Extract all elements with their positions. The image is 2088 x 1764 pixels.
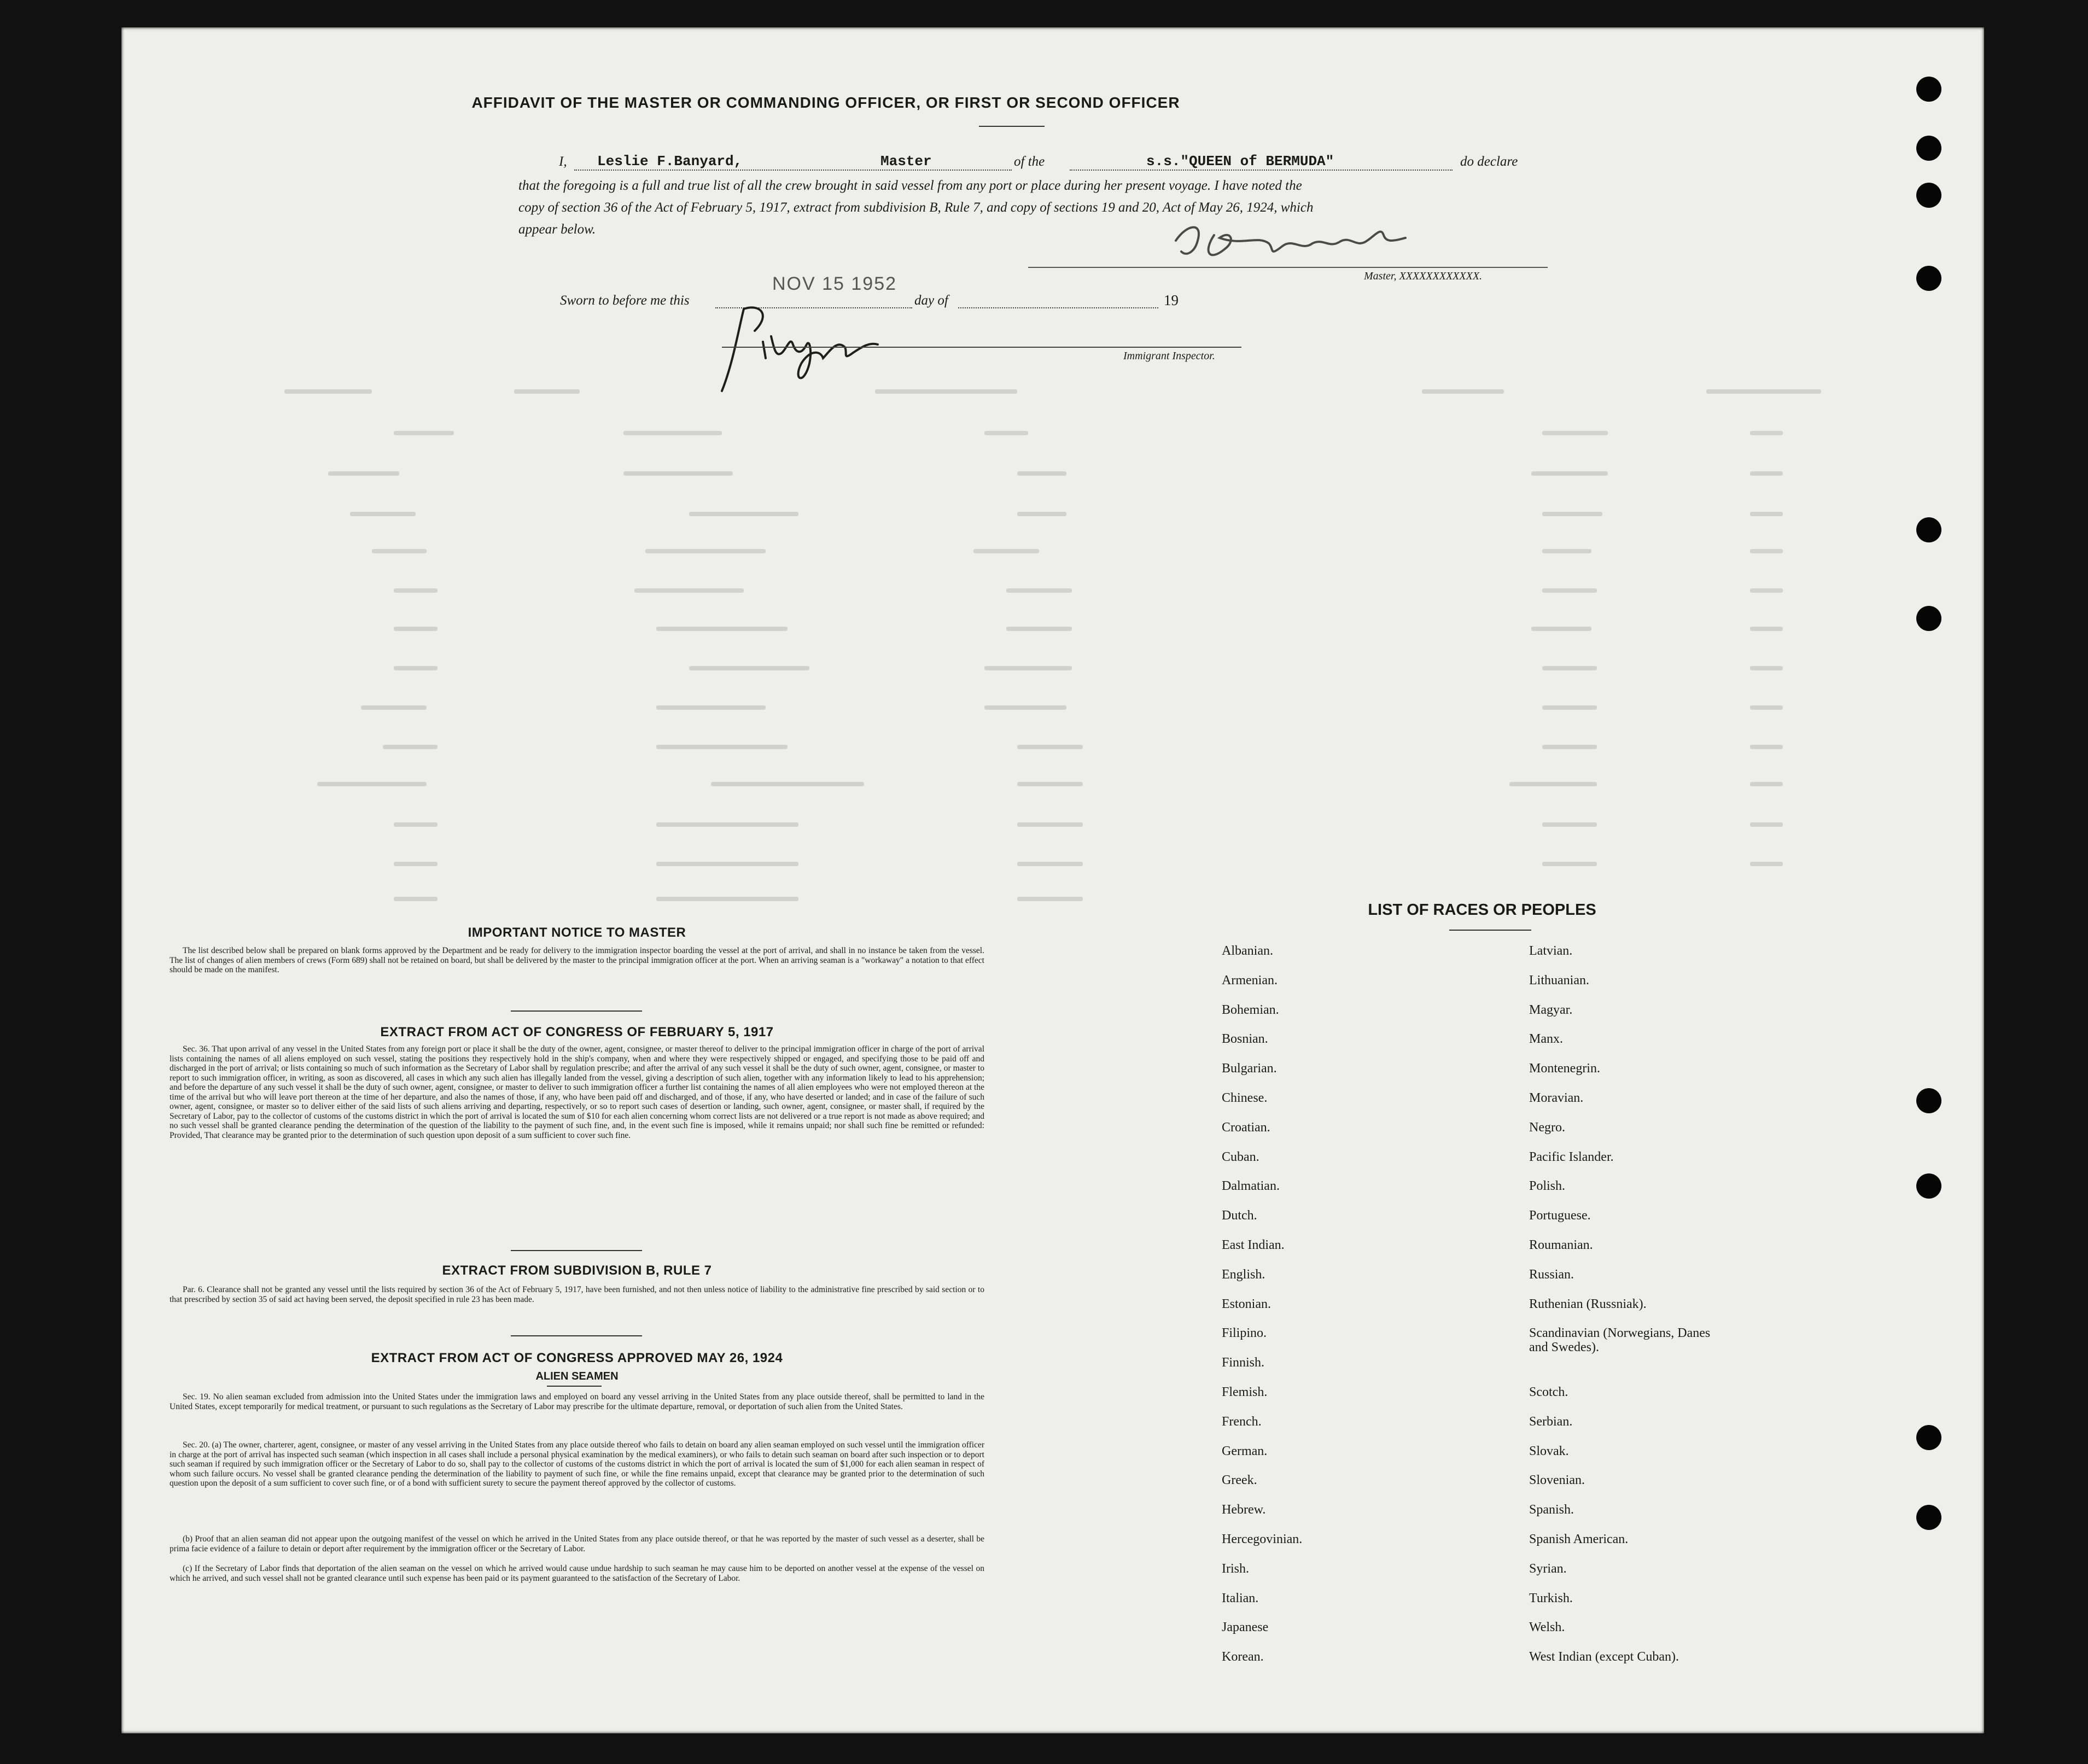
race-item: Spanish American. (1529, 1532, 1629, 1546)
races-rule (1449, 930, 1531, 931)
sworn-label: Sworn to before me this (560, 293, 690, 308)
vessel-line (1070, 170, 1453, 171)
race-item: Dalmatian. (1222, 1179, 1280, 1194)
race-item: Montenegrin. (1529, 1061, 1600, 1076)
race-item: Manx. (1529, 1032, 1563, 1047)
date-stamp: NOV 15 1952 (772, 273, 897, 294)
race-item: Estonian. (1222, 1296, 1271, 1311)
race-item: Hercegovinian. (1222, 1532, 1303, 1546)
race-item: East Indian. (1222, 1238, 1285, 1252)
race-item: Scandinavian (Norwegians, Danes and Swedes). (1529, 1326, 1711, 1355)
affidavit-pronoun: I, (559, 154, 567, 169)
race-item: Croatian. (1222, 1120, 1270, 1135)
race-item: Portuguese. (1529, 1208, 1591, 1223)
race-item: Hebrew. (1222, 1503, 1266, 1517)
race-item: Negro. (1529, 1120, 1565, 1135)
do-declare-label: do declare (1460, 154, 1518, 169)
race-item: Pacific Islander. (1529, 1149, 1614, 1164)
race-item: Lithuanian. (1529, 973, 1589, 988)
race-item: Polish. (1529, 1179, 1566, 1194)
affidavit-line-3: copy of section 36 of the Act of February 5, 1917, extract from subdivision B, Rule 7, and copy of sections 19 and 20, Act of May 26, 1924, which (518, 200, 1314, 215)
subtitle-rule (547, 1386, 602, 1387)
binder-hole (1916, 136, 1941, 161)
section-rule (511, 1010, 642, 1012)
month-line (958, 307, 1158, 308)
master-signature-line (1028, 267, 1548, 268)
race-item: Italian. (1222, 1591, 1259, 1605)
race-item: Spanish. (1529, 1503, 1574, 1517)
race-item: Moravian. (1529, 1091, 1584, 1105)
race-item: Filipino. (1222, 1326, 1267, 1341)
affidavit-line-4: appear below. (518, 222, 596, 237)
race-item: Bohemian. (1222, 1002, 1279, 1017)
race-item: French. (1222, 1414, 1262, 1429)
race-item: Slovenian. (1529, 1473, 1585, 1488)
race-item: Chinese. (1222, 1091, 1268, 1105)
binder-hole (1916, 1173, 1941, 1199)
extract-1924-subtitle: ALIEN SEAMEN (535, 1370, 619, 1382)
binder-hole (1916, 606, 1941, 631)
race-item: Turkish. (1529, 1591, 1573, 1605)
notice-title: IMPORTANT NOTICE TO MASTER (468, 925, 686, 940)
race-item: Serbian. (1529, 1414, 1573, 1429)
extract-1917-body: Sec. 36. That upon arrival of any vessel in the United States from any foreign port or place it shall be the duty of the owner, agent, consignee, or master thereof to deliver to the principal immigration officer in charge of the port of arrival lists containing the names of all aliens employed on such vessel, stating the positions they respectively hold in the ship's company, when and where they were respectively shipped or engaged, and specifying those to be paid off and discharged in the port of arrival; or lists containing so much of such information as the Secretary of Labor shall by regulation prescribe; and after the arrival of any such vessel it shall be the duty of such owner, agent, consignee, or master to report to such immigration officer, in writing, as soon as discovered, all cases in which any such alien has illegally landed from the vessel, giving a description of such alien, together with any information likely to lead to his apprehension; and before the departure of any such vessel it shall be the duty of such owner, agent, consignee, or master to deliver to such immigration officer a further list containing the names of all alien employees who were not employed thereon at the time of the arrival but who will leave port thereon at the time of her departure, and also the names of those, if any, who have been paid off and discharged, and of those, if any, who have deserted or landed; and in case of the failure of such owner, agent, consignee, or master so to deliver either of the said lists of such aliens arriving and departing, respectively, or so to report such cases of desertion or landing, such owner, agent, consignee, or master shall, if required by the Secretary of Labor, pay to the collector of customs of the customs district in which the port of arrival is located the sum of $10 for each alien concerning whom correct lists are not delivered or a true report is not made as above required; and no such vessel shall be granted clearance pending the determination of the question of the liability to the payment of such fine, and, in the event such fine is imposed, while it remains unpaid; nor shall such fine be remitted or refunded: Provided, That clearance may be granted prior to the determination of such question upon deposit of a sum sufficient to cover such fine. (170, 1044, 984, 1140)
race-item: Irish. (1222, 1561, 1249, 1576)
race-item: English. (1222, 1267, 1265, 1282)
sec-20b-body: (b) Proof that an alien seaman did not appear upon the outgoing manifest of the vessel on which he arrived in the United States from any place outside thereof, or that he was reported by the master of such vessel as a deserter, shall be prima facie evidence of a failure to detain or deport after requirement by the immigration officer or the Secretary of Labor. (170, 1534, 984, 1553)
race-item: Armenian. (1222, 973, 1278, 988)
race-item: Slovak. (1529, 1444, 1569, 1458)
binder-hole (1916, 183, 1941, 208)
race-item: Russian. (1529, 1267, 1574, 1282)
binder-hole (1916, 1505, 1941, 1530)
master-signature (1165, 219, 1427, 268)
race-item: Magyar. (1529, 1002, 1573, 1017)
affidavit-line-2: that the foregoing is a full and true list of all the crew brought in said vessel from any port or place during her present voyage. I have noted the (518, 178, 1302, 193)
sec-19-body: Sec. 19. No alien seaman excluded from admission into the United States under the immigration laws and employed on board any vessel arriving in the United States from any place outside thereof, shall be permitted to land in the United States, except temporarily for medical treatment, or pursuant to such regulations as the Secretary of Labor may prescribe for the ultimate departure, removal, or deportation of such alien from the United States. (170, 1392, 984, 1411)
rule-7-body: Par. 6. Clearance shall not be granted any vessel until the lists required by section 36 of the Act of February 5, 1917, have been furnished, and not then unless notice of liability to the administrative fine prescribed by said section or to that prescribed by section 35 of said act having been served, the deposit specified in rule 23 has been made. (170, 1285, 984, 1304)
race-item: Scotch. (1529, 1385, 1568, 1399)
title-rule (979, 126, 1045, 127)
race-item: Finnish. (1222, 1356, 1265, 1370)
binder-hole (1916, 266, 1941, 291)
notice-body: The list described below shall be prepared on blank forms approved by the Department and be ready for delivery to the immigration inspector boarding the vessel at the port of arrival, and shall in no instance be taken from the vessel. The list of changes of alien members of crews (Form 689) shall not be retained on board, but shall be delivered by the master to the principal immigration officer at the port. When an arriving seaman is a "workaway" a notation to that effect should be made on the manifest. (170, 946, 984, 974)
name-line (574, 170, 1012, 171)
extract-1917-title: EXTRACT FROM ACT OF CONGRESS OF FEBRUARY 5, 1917 (380, 1025, 774, 1039)
extract-1924-title: EXTRACT FROM ACT OF CONGRESS APPROVED MAY 26, 1924 (371, 1351, 783, 1365)
sec-20a-body: Sec. 20. (a) The owner, charterer, agent, consignee, or master of any vessel arriving in the United States from any place outside thereof who fails to detain on board any alien seaman employed on such vessel until the immigration officer in charge at the port of arrival has inspected such seaman (which inspection in all cases shall include a personal physical examination by the medical examiners), or who fails to detain such seaman on board after such inspection or to deport such seaman if required by such immigration officer or the Secretary of Labor to do so, shall pay to the collector of customs of the customs district in which the port of arrival is located the sum of $1,000 for each alien seaman in respect of whom such failure occurs. No vessel shall be granted clearance pending the determination of the liability to payment of such fine, or while the fine remains unpaid, except that clearance may be granted prior to the determination of such question upon the deposit of a sum sufficient to cover such fine, or of a bond with sufficient surety to secure the payment thereof approved by the collector of customs. (170, 1440, 984, 1488)
race-item: Ruthenian (Russniak). (1529, 1296, 1647, 1311)
race-item: Bulgarian. (1222, 1061, 1277, 1076)
binder-hole (1916, 77, 1941, 102)
year-prefix: 19 (1164, 292, 1179, 308)
vessel-name: s.s."QUEEN of BERMUDA" (1146, 153, 1334, 170)
race-item: Welsh. (1529, 1620, 1565, 1635)
race-item: German. (1222, 1444, 1268, 1458)
races-title: LIST OF RACES OR PEOPLES (1368, 901, 1596, 919)
race-item: West Indian (except Cuban). (1529, 1650, 1679, 1664)
race-item: Dutch. (1222, 1208, 1257, 1223)
officer-name: Leslie F.Banyard, (597, 153, 743, 170)
race-item: Bosnian. (1222, 1032, 1268, 1047)
affidavit-title: AFFIDAVIT OF THE MASTER OR COMMANDING OFFICER, OR FIRST OR SECOND OFFICER (471, 94, 1180, 111)
binder-hole (1916, 1088, 1941, 1113)
master-caption: Master, XXXXXXXXXXXX. (1364, 270, 1483, 282)
race-item: Japanese (1222, 1620, 1269, 1635)
inspector-signature-line (722, 347, 1241, 348)
binder-hole (1916, 517, 1941, 542)
officer-rank: Master (880, 153, 932, 170)
race-item: Syrian. (1529, 1561, 1567, 1576)
race-item: Albanian. (1222, 944, 1273, 958)
section-rule (511, 1335, 642, 1336)
sec-20c-body: (c) If the Secretary of Labor finds that deportation of the alien seaman on the vessel on which he arrived would cause undue hardship to such seaman he may cause him to be deported on another vessel at the expense of the vessel on which he arrived, and such vessel shall not be granted clearance until such expense has been paid or its payment guaranteed to the satisfaction of the Secretary of Labor. (170, 1564, 984, 1583)
binder-hole (1916, 1425, 1941, 1450)
race-item: Greek. (1222, 1473, 1257, 1488)
race-item: Cuban. (1222, 1149, 1259, 1164)
race-item: Flemish. (1222, 1385, 1268, 1399)
rule-7-title: EXTRACT FROM SUBDIVISION B, RULE 7 (442, 1263, 712, 1278)
race-item: Korean. (1222, 1650, 1264, 1664)
race-item: Latvian. (1529, 944, 1573, 958)
section-rule (511, 1250, 642, 1251)
day-of-label: day of (914, 293, 948, 308)
race-item: Roumanian. (1529, 1238, 1593, 1252)
inspector-caption: Immigrant Inspector. (1123, 350, 1215, 362)
of-the-label: of the (1014, 154, 1045, 169)
